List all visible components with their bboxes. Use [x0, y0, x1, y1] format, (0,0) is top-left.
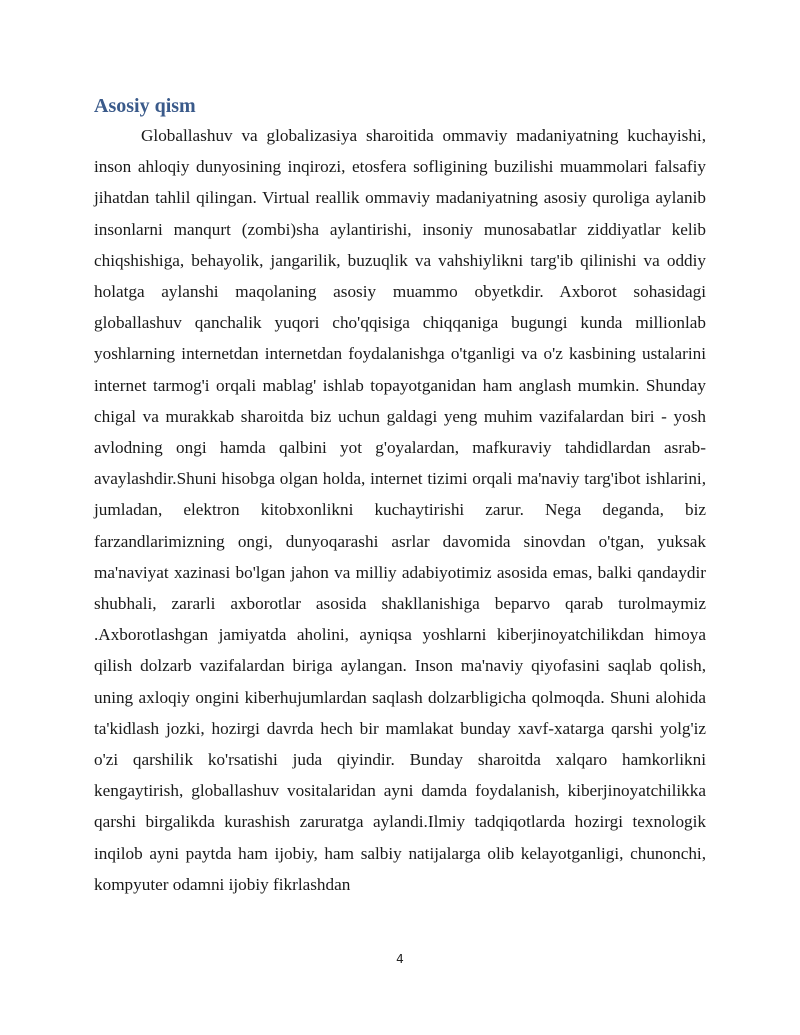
document-page [94, 92, 706, 900]
page-number: 4 [396, 952, 404, 966]
section-heading: Asosiy qism [94, 95, 196, 117]
body-paragraph: Globallashuv va globalizasiya sharoitida ommaviy madaniyatning kuchayishi, inson ahloqiy dunyosining inqirozi, etosfera sofligining buzilishi muammolari falsafiy jihatdan tahlil qilingan. Virtual reallik ommaviy madaniyatning asosiy quroliga aylanib insonlarni manqurt (zombi)sha aylantirishi, insoniy munosabatlar ziddiyatlar kelib chiqshishiga, behayolik, jangarilik, buzuqlik va vahshiylikni targ'ib qilinishi va oddiy holatga aylanshi maqolaning asosiy muammo obyetkdir. Axborot sohasidagi globallashuv qanchalik yuqori cho'qqisiga chiqqaniga bugungi kunda millionlab yoshlarning internetdan internetdan foydalanishga o'tganligi va o'z kasbining ustalarini internet tarmog'i orqali mablag' ishlab topayotganidan ham anglash mumkin. Shunday chigal va murakkab sharoitda biz uchun galdagi yeng muhim vazifalardan biri - yosh avlodning ongi hamda qalbini yot g'oyalardan, mafkuraviy tahdidlardan asrab-avaylashdir.Shuni hisobga olgan holda, internet tizimi orqali ma'naviy targ'ibot ishlarini, jumladan, elektron kitobxonlikni kuchaytirishi zarur. Nega deganda, biz farzandlarimizning ongi, dunyoqarashi asrlar davomida sinovdan o'tgan, yuksak ma'naviyat xazinasi bo'lgan jahon va milliy adabiyotimiz asosida emas, balki qandaydir shubhali, zararli axborotlar asosida shakllanishiga beparvo qarab turolmaymiz .Axborotlashgan jamiyatda aholini, ayniqsa yoshlarni kiberjinoyatchilikdan himoya qilish dolzarb vazifalardan biriga aylangan. Inson ma'naviy qiyofasini saqlab qolish, uning axloqiy ongini kiberhujumlardan saqlash dolzarbligicha qolmoqda. Shuni alohida ta'kidlash jozki, hozirgi davrda hech bir mamlakat bunday xavf-xatarga qarshi yolg'iz o'zi qarshilik ko'rsatishi juda qiyindir. Bunday sharoitda xalqaro hamkorlikni kengaytirish, globallashuv vositalaridan ayni damda foydalanish, kiberjinoyatchilikka qarshi birgalikda kurashish zaruratga aylandi.Ilmiy tadqiqotlarda hozirgi texnologik inqilob ayni paytda ham ijobiy, ham salbiy natijalarga olib kelayotganligi, chunonchi, kompyuter odamni ijobiy fikrlashdan [94, 126, 706, 894]
